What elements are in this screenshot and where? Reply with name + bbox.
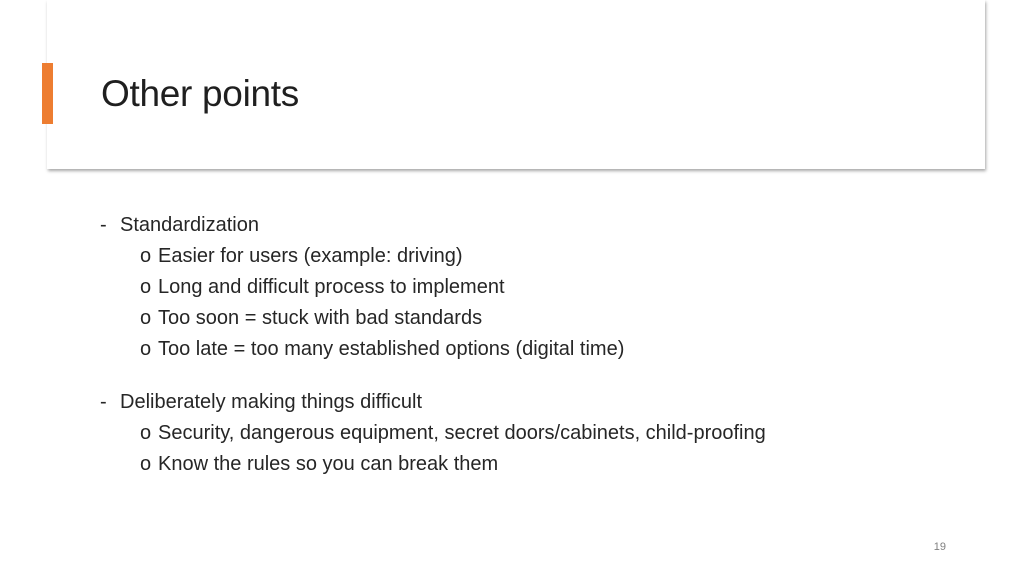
sub-bullet-text: Too soon = stuck with bad standards (158, 307, 483, 329)
sub-bullet-item (100, 334, 960, 365)
sub-bullet-item (100, 241, 960, 272)
sub-bullet-text: Too late = too many established options (digital time) (158, 338, 625, 360)
slide-content (100, 210, 960, 502)
sub-bullet-item (100, 303, 960, 334)
page-number: 19 (933, 541, 946, 553)
dash-bullet: - (100, 391, 107, 413)
sub-bullet-text: Security, dangerous equipment, secret doors/cabinets, child-proofing (158, 422, 766, 444)
bullet-text: Standardization (120, 214, 259, 236)
circle-bullet: o (140, 422, 152, 444)
slide-title: Other points (101, 73, 299, 114)
circle-bullet: o (140, 307, 152, 329)
circle-bullet: o (140, 338, 152, 360)
sub-bullet-text: Easier for users (example: driving) (158, 245, 463, 267)
bullet-item (100, 387, 960, 418)
bullet-item (100, 210, 960, 241)
sub-bullet-item (100, 272, 960, 303)
sub-bullet-text: Long and difficult process to implement (158, 276, 505, 298)
bullet-section (100, 210, 960, 365)
bullet-section (100, 387, 960, 480)
title-accent-bar (42, 63, 53, 124)
circle-bullet: o (140, 276, 152, 298)
sub-bullet-item (100, 449, 960, 480)
circle-bullet: o (140, 453, 152, 475)
circle-bullet: o (140, 245, 152, 267)
sub-bullet-text: Know the rules so you can break them (158, 453, 499, 475)
dash-bullet: - (100, 214, 107, 236)
bullet-text: Deliberately making things difficult (120, 391, 423, 413)
sub-bullet-item (100, 418, 960, 449)
